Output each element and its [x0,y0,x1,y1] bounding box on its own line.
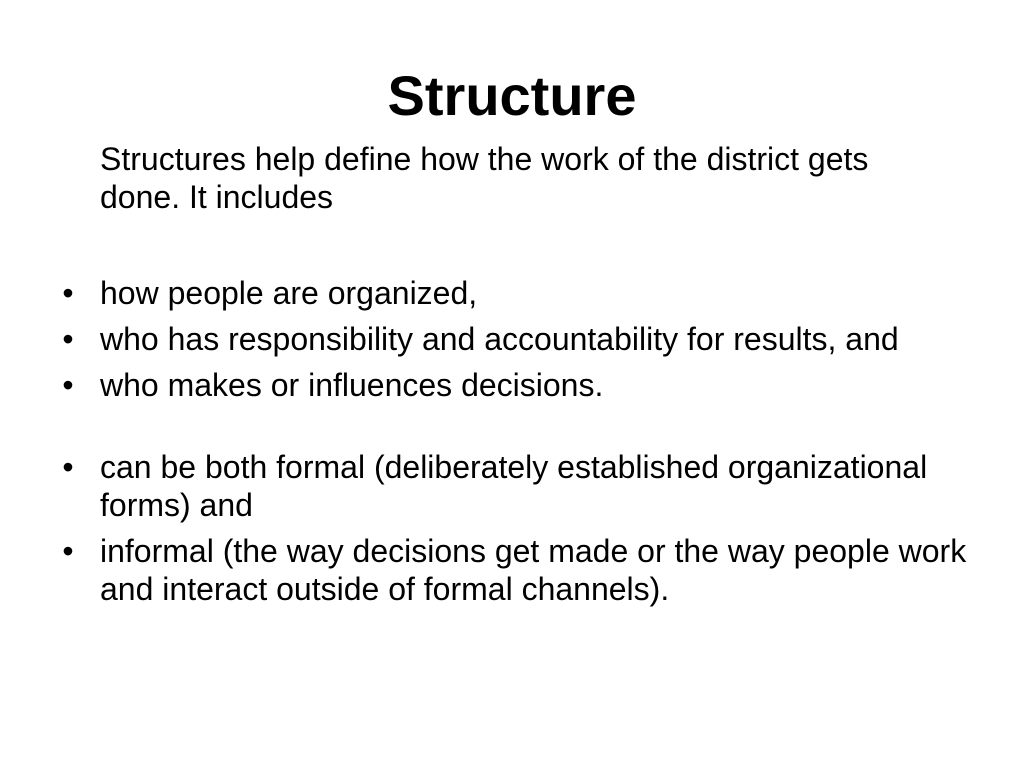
intro-paragraph: Structures help define how the work of the district gets done. It includes [100,141,869,215]
bullet-text: informal (the way decisions get made or the way people work and interact outside of formal channels). [100,533,967,607]
bullet-text: can be both formal (deliberately established organizational forms) and [100,449,928,523]
bullet-item [56,366,976,404]
bullet-text: who makes or influences decisions. [100,367,604,403]
bullet-text: who has responsibility and accountability for results, and [100,321,899,357]
slide-title: Structure [387,64,637,127]
bullet-list [56,274,976,616]
bullet-item [56,320,976,358]
bullet-icon: • [62,275,74,311]
bullet-item [56,448,976,524]
bullet-item [56,532,976,608]
bullet-item [56,274,976,312]
bullet-icon: • [62,321,74,357]
bullet-icon: • [62,449,74,485]
bullet-icon: • [62,533,74,569]
bullet-text: how people are organized, [100,275,478,311]
bullet-icon: • [62,367,74,403]
